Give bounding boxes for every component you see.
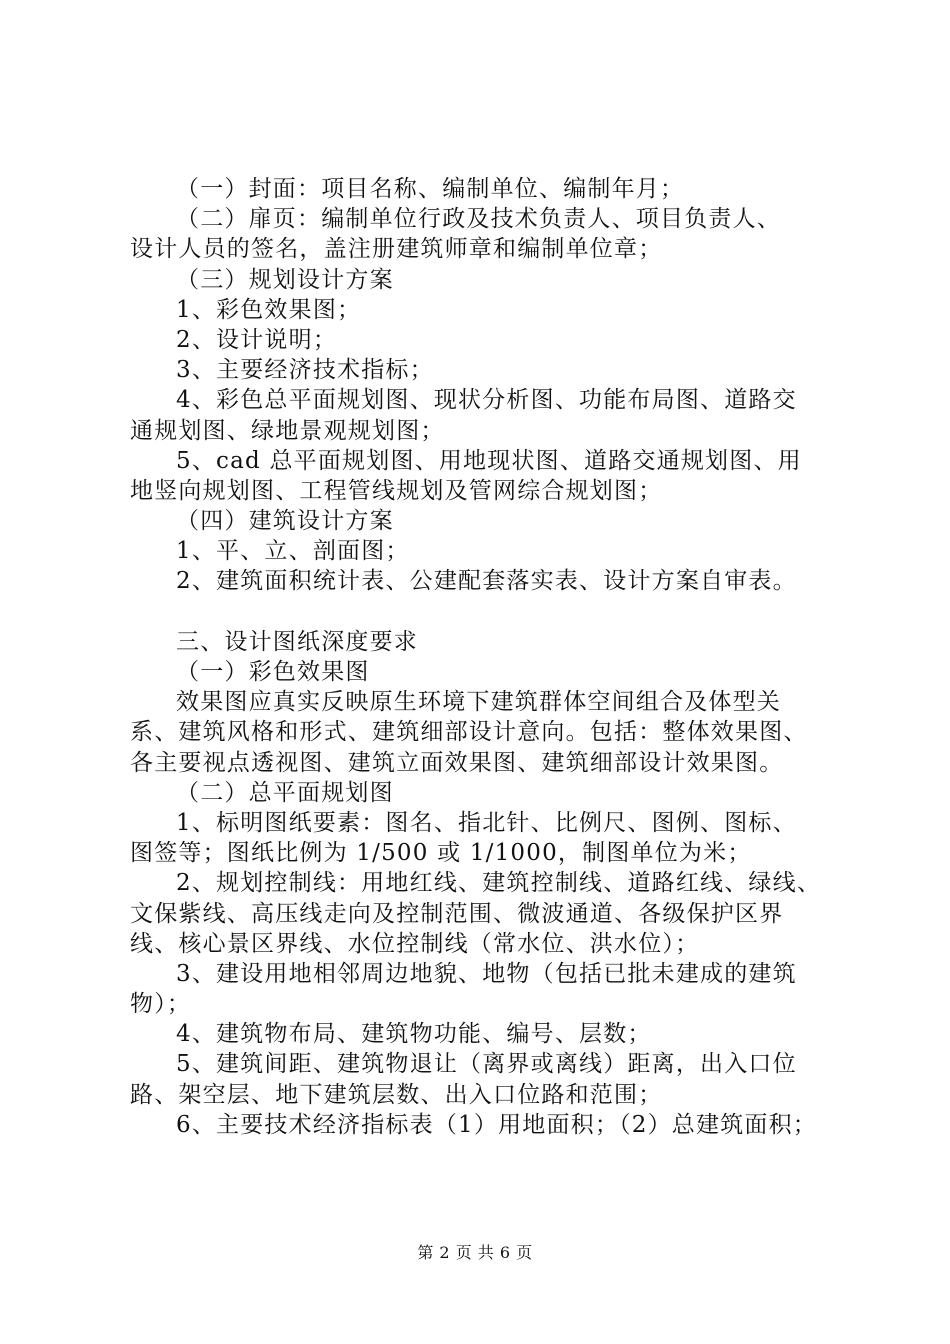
- list-item: 5、cad 总平面规划图、用地现状图、道路交通规划图、用: [176, 447, 802, 474]
- list-item: 1、平、立、剖面图；: [176, 538, 410, 565]
- section-heading: （四）建筑设计方案: [176, 508, 394, 535]
- list-item-continuation: 线、核心景区界线、水位控制线（常水位、洪水位）；: [130, 930, 700, 957]
- list-item: 2、设计说明；: [176, 326, 338, 353]
- paragraph-gap: [130, 597, 842, 627]
- paragraph-line: 效果图应真实反映原生环境下建筑群体空间组合及体型关: [176, 689, 781, 716]
- page-number-footer: 第 2 页 共 6 页: [417, 1243, 533, 1262]
- list-item: 2、规划控制线：用地红线、建筑控制线、道路红线、绿线、: [176, 870, 822, 897]
- section-heading: （一）彩色效果图: [176, 659, 370, 685]
- paragraph-line: （一）封面：项目名称、编制单位、编制年月；: [176, 176, 685, 202]
- list-item-continuation: 通规划图、绿地景观规划图；: [130, 417, 445, 444]
- list-item: 4、彩色总平面规划图、现状分析图、功能布局图、道路交: [176, 387, 797, 414]
- list-item: 2、建筑面积统计表、公建配套落实表、设计方案自审表。: [176, 568, 797, 595]
- list-item: 3、建设用地相邻周边地貌、地物（包括已批未建成的建筑: [176, 960, 797, 987]
- paragraph-line: 各主要视点透视图、建筑立面效果图、建筑细部设计效果图。: [130, 749, 784, 776]
- list-item: 1、彩色效果图；: [176, 296, 362, 323]
- list-item-continuation: 地竖向规划图、工程管线规划及管网综合规划图；: [130, 477, 663, 504]
- section-heading: （二）总平面规划图: [176, 779, 394, 806]
- paragraph-line: （二）扉页：编制单位行政及技术负责人、项目负责人、: [176, 206, 781, 233]
- paragraph-line: 设计人员的签名，盖注册建筑师章和编制单位章；: [130, 236, 663, 263]
- list-item-continuation: 图签等；图纸比例为 1/500 或 1/1000，制图单位为米；: [130, 840, 752, 867]
- list-item: 3、主要经济技术指标；: [176, 357, 434, 384]
- document-body: [130, 174, 842, 1140]
- list-item: 6、主要技术经济指标表（1）用地面积；（2）总建筑面积；: [176, 1111, 817, 1138]
- list-item: 5、建筑间距、建筑物退让（离界或离线）距离，出入口位: [176, 1051, 797, 1078]
- list-item-continuation: 路、架空层、地下建筑层数、出入口位路和范围；: [130, 1081, 663, 1108]
- list-item: 4、建筑物布局、建筑物功能、编号、层数；: [176, 1021, 652, 1048]
- chapter-heading: 三、设计图纸深度要求: [176, 628, 418, 655]
- list-item: 1、标明图纸要素：图名、指北针、比例尺、图例、图标、: [176, 809, 797, 836]
- list-item-continuation: 物）；: [130, 991, 192, 1018]
- section-heading: （三）规划设计方案: [176, 266, 394, 293]
- list-item-continuation: 文保紫线、高压线走向及控制范围、微波通道、各级保护区界: [130, 900, 784, 927]
- paragraph-line: 系、建筑风格和形式、建筑细部设计意向。包括：整体效果图、: [130, 719, 808, 746]
